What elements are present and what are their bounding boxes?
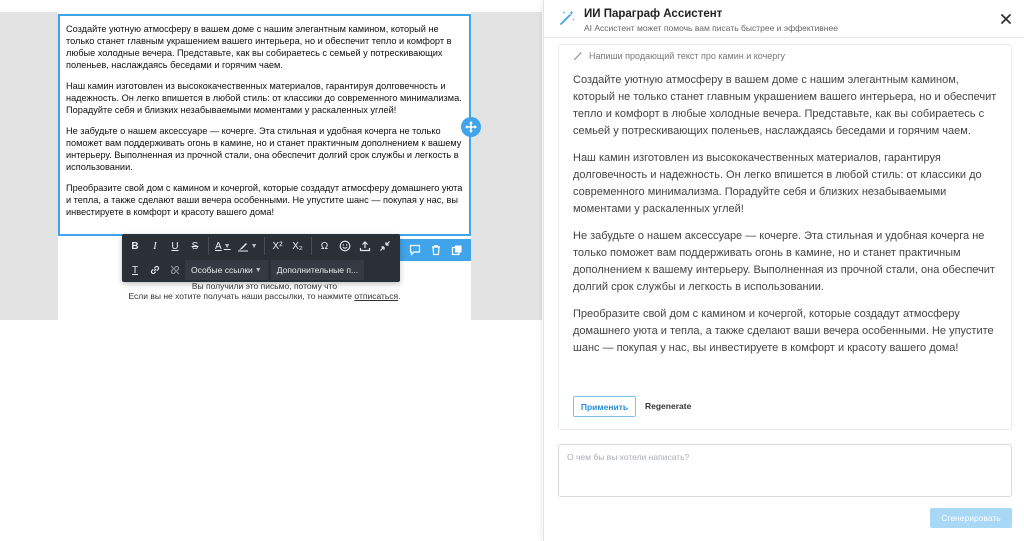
panel-header [544, 0, 1024, 38]
response-paragraph-1: Создайте уютную атмосферу в вашем доме с нашим элегантным камином, который не только станет главным украшением вашего интерьера, но и обеспечит тепло и комфорт в любые холодные вечера. Представьте, как вы собираетесь с семьей у потрескивающих поленьев, наслаждаясь беседами и горячим чаем. [573, 74, 997, 137]
response-paragraph-4: Преобразите свой дом с камином и кочергой, которые создадут атмосферу домашнего уюта и тепла, а также сделают ваши вечера особенными. Не упустите шанс — покупая у нас, вы инвестируете в комфорт и красоту вашего дома! [573, 308, 994, 354]
panel-title: ИИ Параграф Ассистент [584, 8, 723, 20]
selected-text-block[interactable] [58, 14, 471, 236]
ai-assistant-panel [543, 0, 1024, 541]
toolbar-divider [208, 237, 209, 255]
font-color-button[interactable] [212, 236, 234, 256]
footer-line-1: Вы получили это письмо, потому что [191, 281, 338, 291]
move-handle-icon[interactable] [461, 117, 481, 137]
special-characters-button[interactable]: Ω [320, 240, 329, 252]
close-icon[interactable] [1000, 13, 1012, 25]
collapse-icon[interactable] [375, 236, 395, 256]
footer-line-2-text: Если вы не хотите получать наши рассылки, то нажмите [128, 291, 355, 301]
duplicate-icon[interactable] [450, 243, 464, 257]
chevron-down-icon: ▼ [250, 242, 258, 250]
bold-button[interactable]: B [131, 240, 139, 252]
upload-icon[interactable] [355, 236, 375, 256]
formatting-toolbar [122, 234, 400, 282]
subscript-button[interactable]: X₂ [292, 240, 303, 252]
unsubscribe-link[interactable]: отписаться [354, 291, 399, 301]
special-links-label: Особые ссылки [191, 265, 253, 275]
clear-format-button[interactable]: T [131, 264, 139, 276]
footer-line-2-end: . [398, 291, 401, 301]
generate-button[interactable]: Сгенерировать [930, 508, 1012, 528]
superscript-button[interactable]: X² [272, 240, 283, 252]
panel-subtitle: AI Ассистент может помочь вам писать быстрее и эффективнее [584, 23, 838, 33]
highlighter-icon [237, 240, 249, 252]
comment-icon[interactable] [408, 243, 422, 257]
email-footer [58, 281, 471, 301]
editor-paragraph-2[interactable]: Наш камин изготовлен из высококачественных материалов, гарантируя долговечность и надежность. Он легко впишется в любой стиль: от классики до современного минимализма. Порадуйте себя и близких незабываемыми моментами у раскаленных углей! [66, 81, 462, 115]
apply-button[interactable]: Применить [573, 396, 636, 417]
magic-wand-icon [558, 9, 576, 27]
editor-paragraph-1[interactable]: Создайте уютную атмосферу в вашем доме с нашим элегантным камином, который не только станет главным украшением вашего интерьера, но и обеспечит тепло и комфорт в любые холодные вечера. Представьте, как вы собираетесь с семьей у потрескивающих поленьев, наслаждаясь беседами и горячим чаем. [66, 24, 452, 70]
chevron-down-icon: ▼ [254, 266, 262, 274]
response-paragraph-3: Не забудьте о нашем аксессуаре — кочерге. Эта стильная и удобная кочерга не только поможет вам поддерживать огонь в камине, но и станет практичным дополнением к вашему интерьеру. Выполненная из прочной стали, она обеспечит долгий срок службы и легкость в использовании. [573, 230, 995, 293]
response-paragraph-2: Наш камин изготовлен из высококачественных материалов, гарантируя долговечность и надежность. Он легко впишется в любой стиль: от классики до современного минимализма. Порадуйте себя и близких незабываемыми моментами у раскаленных углей! [573, 152, 982, 215]
response-text [573, 72, 1003, 367]
toolbar-divider [264, 237, 265, 255]
emoji-icon[interactable] [335, 236, 355, 256]
editor-paragraph-3[interactable]: Не забудьте о нашем аксессуаре — кочерге. Эта стильная и удобная кочерга не только поможет вам поддерживать огонь в камине, но и станет практичным дополнением к вашему интерьеру. Выполненная из прочной стали, она обеспечит долгий срок службы и легкость в использовании. [66, 126, 462, 172]
italic-button[interactable]: I [153, 240, 157, 252]
prompt-line [573, 51, 785, 61]
block-actions-bar [400, 239, 471, 261]
delete-icon[interactable] [429, 243, 443, 257]
footer-line-2 [58, 291, 471, 301]
prompt-input[interactable] [558, 444, 1012, 497]
underline-button[interactable]: U [171, 240, 179, 252]
additional-fields-dropdown[interactable]: Дополнительные п... [271, 260, 364, 280]
prompt-text: Напиши продающий текст про камин и кочергу [589, 51, 786, 61]
link-icon[interactable] [145, 260, 165, 280]
toolbar-divider [311, 237, 312, 255]
highlight-color-button[interactable] [234, 236, 261, 256]
unlink-icon[interactable] [165, 260, 185, 280]
magic-wand-icon [573, 51, 583, 61]
special-links-dropdown[interactable] [185, 260, 268, 280]
response-card [558, 44, 1012, 430]
regenerate-button[interactable]: Regenerate [645, 401, 692, 411]
chevron-down-icon: ▼ [223, 242, 231, 250]
strikethrough-button[interactable]: S [191, 240, 199, 252]
editor-paragraph-4[interactable]: Преобразите свой дом с камином и кочергой, которые создадут атмосферу домашнего уюта и тепла, а также сделают ваши вечера особенными. Не упустите шанс — покупая у нас, вы инвестируете в комфорт и красоту вашего дома! [66, 183, 463, 217]
font-color-label: A [215, 240, 222, 252]
